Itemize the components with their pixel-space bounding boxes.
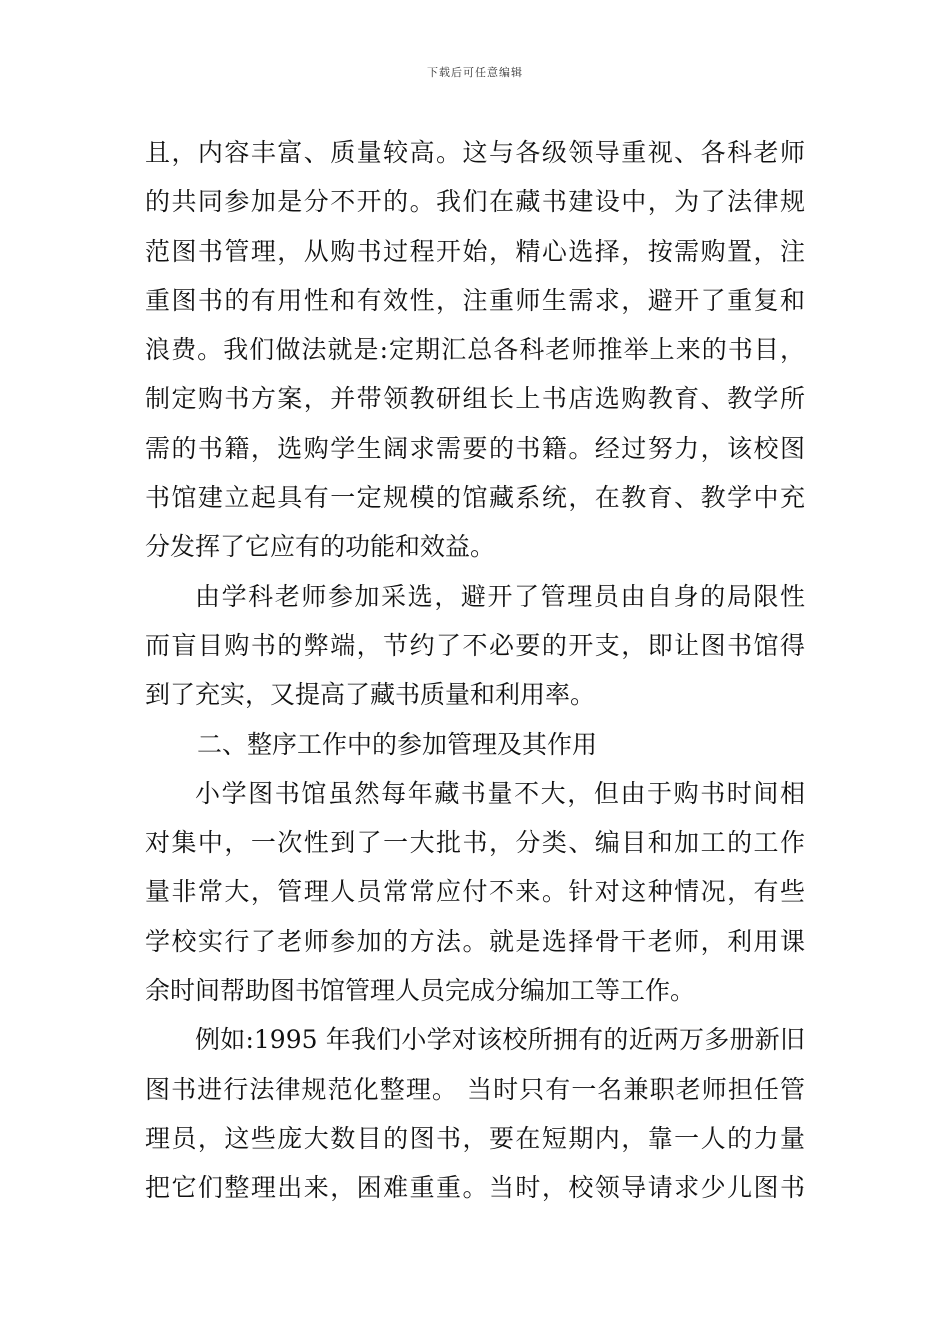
text-line: 余时间帮助图书馆管理人员完成分编加工等工作。	[145, 976, 696, 1006]
paragraph-first-line: 由学科老师参加采选，避开了管理员由自身的局限性	[195, 581, 805, 611]
text-line: 图书进行法律规范化整理。 当时只有一名兼职老师担任管	[145, 1074, 805, 1104]
text-line: 理员，这些庞大数目的图书，要在短期内，靠一人的力量	[145, 1123, 805, 1153]
text-line: 学校实行了老师参加的方法。就是选择骨干老师，利用课	[145, 926, 805, 956]
text-line: 量非常大，管理人员常常应付不来。针对这种情况，有些	[145, 877, 805, 907]
page-header-note: 下载后可任意编辑	[427, 66, 523, 79]
text-line: 需的书籍，选购学生阔求需要的书籍。经过努力，该校图	[145, 433, 805, 463]
text-line: 对集中，一次性到了一大批书，分类、编目和加工的工作	[145, 828, 805, 858]
section-heading: 二、整序工作中的参加管理及其作用	[197, 729, 598, 759]
text-line: 分发挥了它应有的功能和效益。	[145, 532, 496, 562]
text-line: 范图书管理，从购书过程开始，精心选择，按需购置，注	[145, 236, 805, 266]
text-line: 把它们整理出来，困难重重。当时，校领导请求少儿图书	[145, 1173, 805, 1203]
document-body	[145, 128, 805, 1213]
text-line: 且，内容丰富、质量较高。这与各级领导重视、各科老师	[145, 138, 805, 167]
text-line: 到了充实，又提高了藏书质量和利用率。	[145, 680, 596, 710]
text-line: 的共同参加是分不开的。我们在藏书建设中，为了法律规	[145, 187, 805, 217]
paragraph-first-line: 例如:1995 年我们小学对该校所拥有的近两万多册新旧	[195, 1025, 805, 1055]
text-line: 重图书的有用性和有效性，注重师生需求，避开了重复和	[145, 285, 805, 315]
text-line: 书馆建立起具有一定规模的馆藏系统，在教育、教学中充	[145, 483, 805, 513]
text-line: 制定购书方案，并带领教研组长上书店选购教育、教学所	[145, 384, 805, 414]
paragraph-first-line: 小学图书馆虽然每年藏书量不大，但由于购书时间相	[195, 778, 805, 808]
text-line: 而盲目购书的弊端，节约了不必要的开支，即让图书馆得	[145, 630, 805, 660]
text-line: 浪费。我们做法就是:定期汇总各科老师推举上来的书目，	[145, 335, 805, 365]
